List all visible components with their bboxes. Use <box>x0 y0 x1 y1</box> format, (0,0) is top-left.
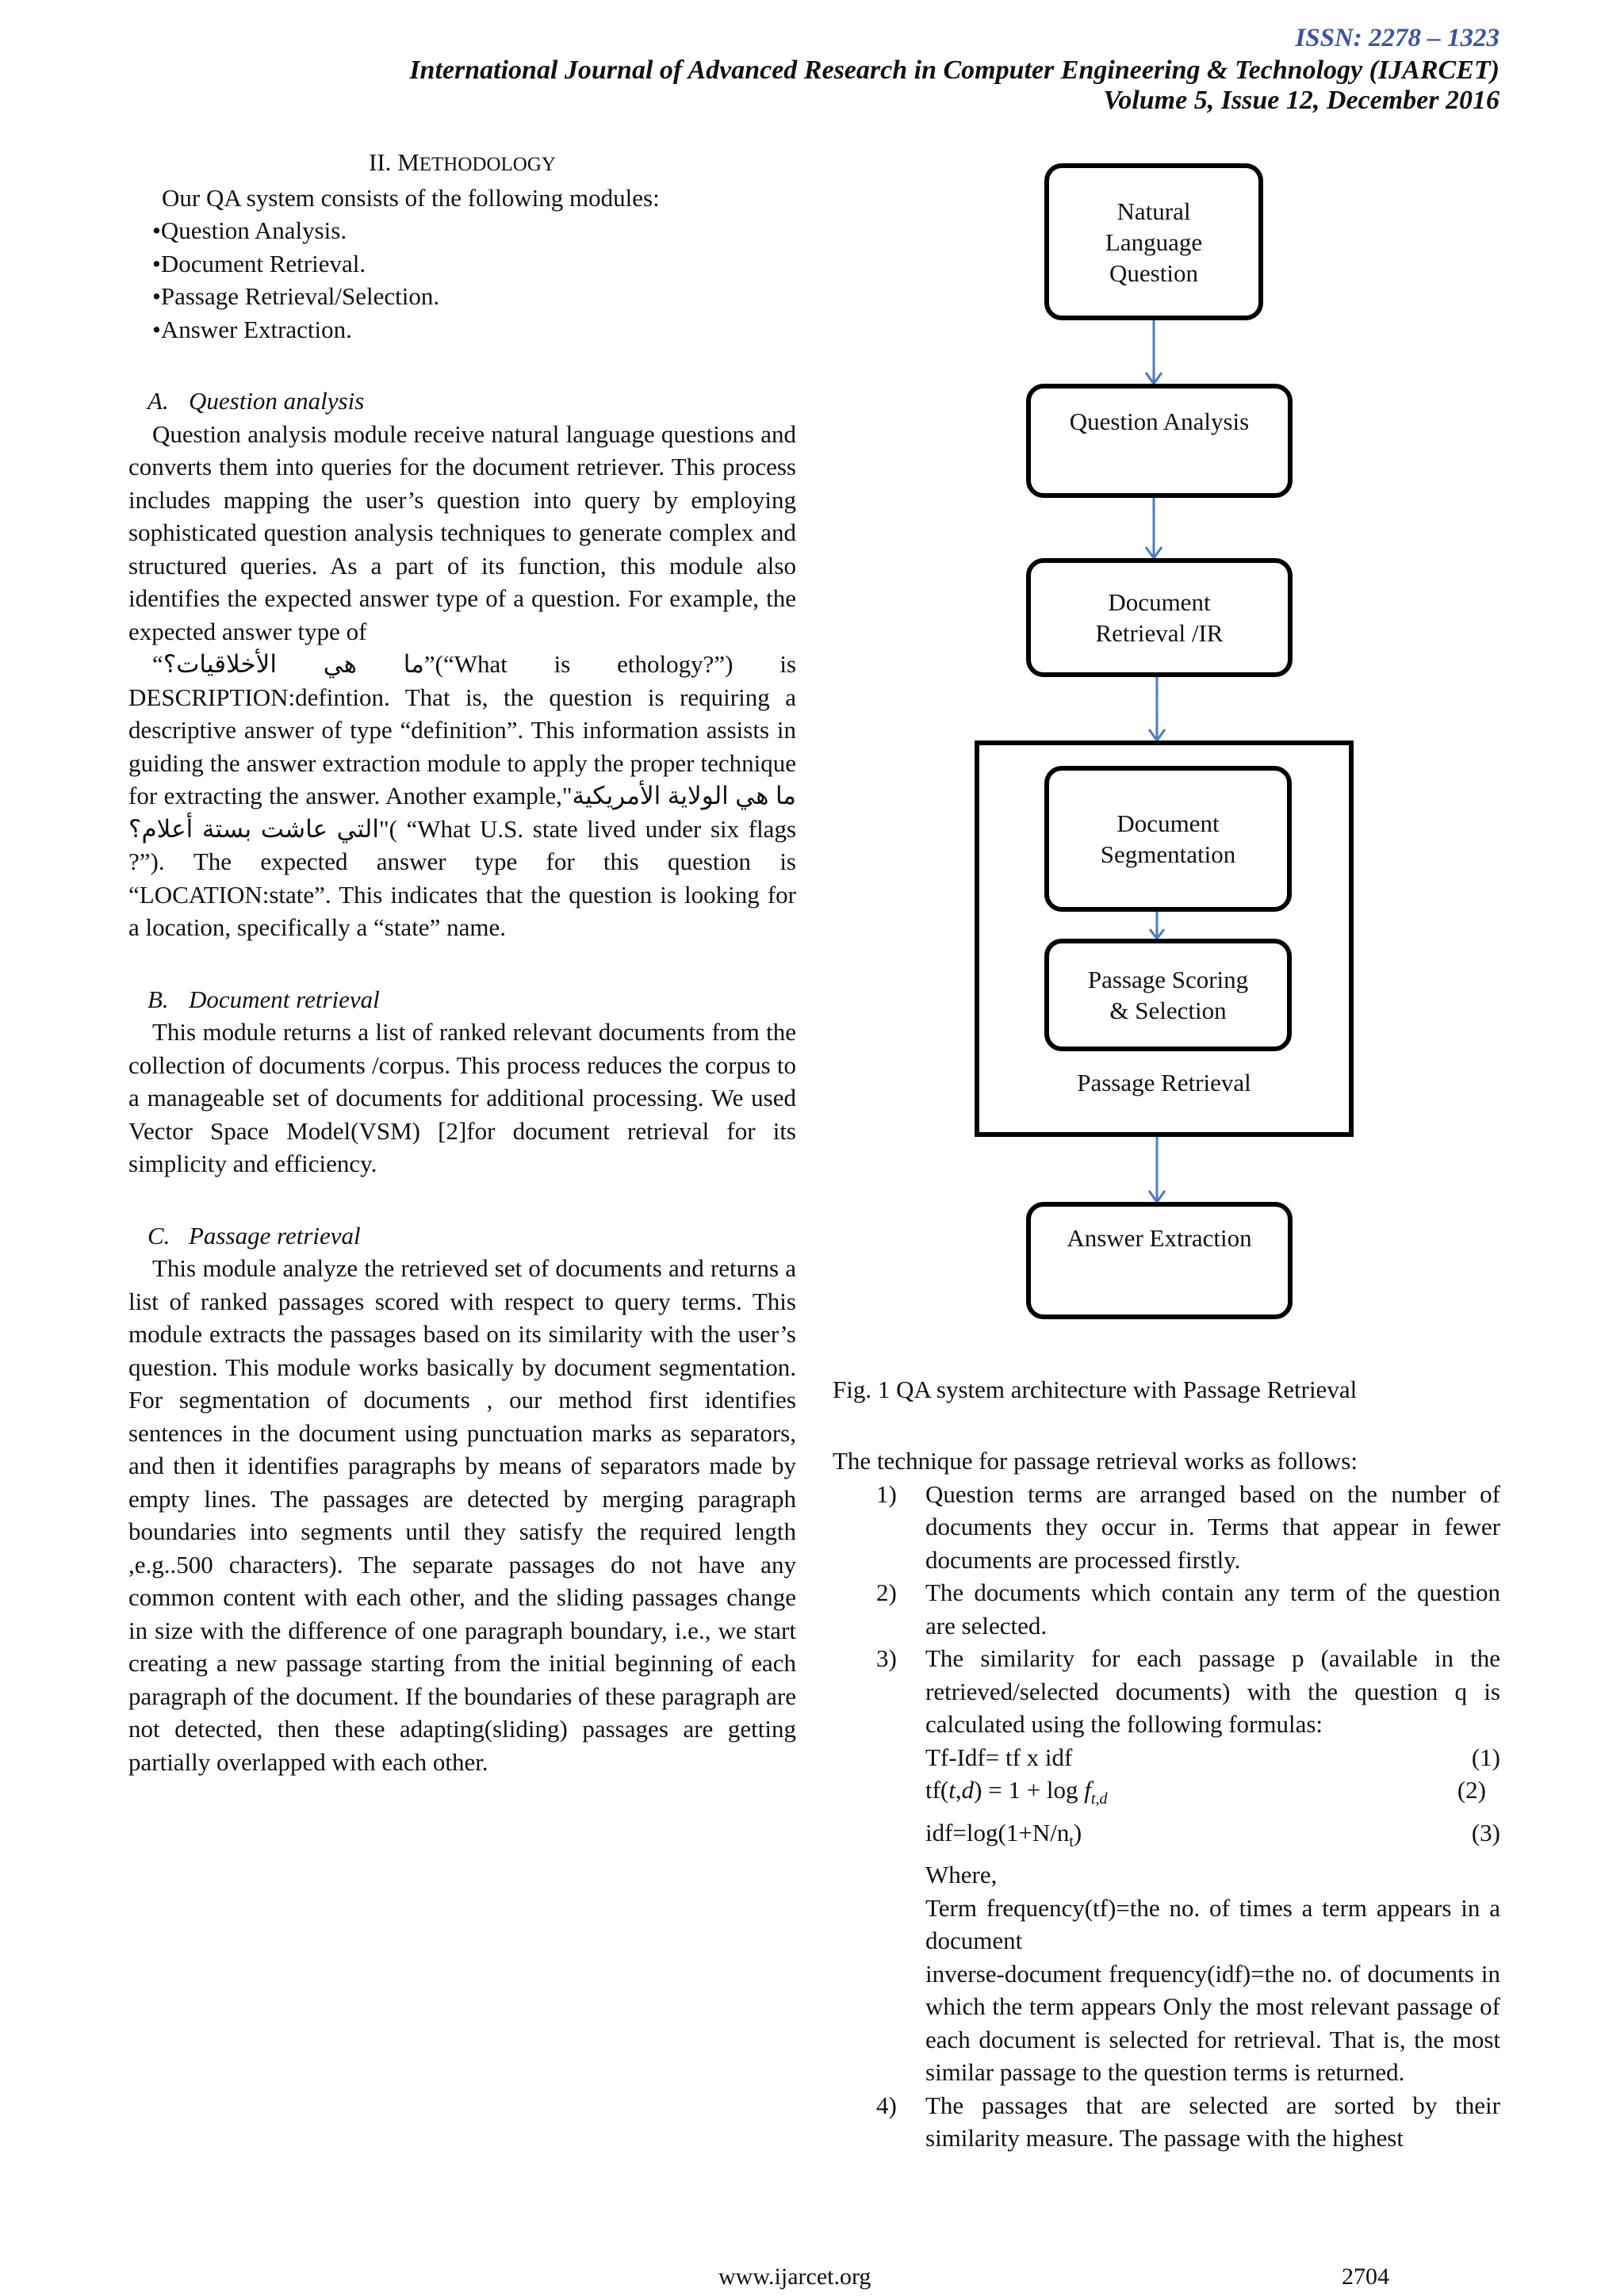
box-label: Answer Extraction <box>1067 1224 1252 1252</box>
subsection-title: Question analysis <box>189 387 365 415</box>
equation-text <box>925 1816 1082 1859</box>
equation-part: tf( <box>925 1776 949 1804</box>
step-text: The documents which contain any term of the question are selected. <box>925 1578 1500 1640</box>
technique-steps <box>833 1478 1500 1741</box>
equation-part: t <box>948 1776 956 1804</box>
page-number: 2704 <box>1342 2263 1389 2290</box>
module-list <box>128 214 796 346</box>
box-label: Question Analysis <box>1069 408 1250 435</box>
box-label: Natural <box>1116 197 1191 225</box>
box-label: & Selection <box>1109 997 1227 1024</box>
box-label: Document <box>1108 588 1211 616</box>
box-label: Retrieval /IR <box>1095 619 1224 647</box>
list-item <box>833 2089 1500 2155</box>
passage-retrieval-label: Passage Retrieval <box>1077 1069 1251 1096</box>
journal-volume: Volume 5, Issue 12, December 2016 <box>1103 86 1500 115</box>
passage-retrieval-paragraph: This module analyze the retrieved set of documents and returns a list of ranked passages scored with respect to query terms. This module extracts the passages based on its similarity with the user’s question. This module works basically by document segmentation. For segmentation of documents , our method first identifies sentences in the document using punctuation marks as separators, and then it identifies paragraphs by means of separators made by empty lines. The passages are detected by merging paragraph boundaries into segments until they satisfy the required length ,e.g..500 characters). The separate passages do not have any common content with each other, and the sliding passages change in size with the difference of one paragraph boundary, i.e., we start creating a new passage starting from the initial beginning of each paragraph of the document. If the boundaries of these paragraph are not detected, then these adapting(sliding) passages are getting partially overlapped with each other. <box>128 1254 796 1776</box>
document-retrieval-box <box>1026 558 1293 677</box>
equation-number: (2) <box>1457 1776 1486 1804</box>
subsection-heading-b <box>128 983 796 1016</box>
section-title-first: M <box>397 148 419 176</box>
idf-definition: inverse-document frequency(idf)=the no. of documents in which the term appears Only the most relevant passage of each document is selected for retrieval. That is, the most similar passage to the question terms is returned. <box>925 1959 1500 2087</box>
flow-arrow-icon <box>1145 912 1169 942</box>
equation-part: f <box>1084 1776 1091 1804</box>
subsection-label: C. <box>147 1221 170 1249</box>
list-item: • Document Retrieval. <box>152 247 796 281</box>
list-item: • Answer Extraction. <box>152 313 796 346</box>
equation-part: , <box>955 1776 962 1804</box>
flow-arrow-icon <box>1145 677 1169 744</box>
technique-steps-continued <box>833 2089 1500 2155</box>
box-label: Document <box>1116 809 1220 837</box>
subsection-label: A. <box>147 387 169 415</box>
section-title-rest: ETHODOLOGY <box>419 154 556 175</box>
box-label: Segmentation <box>1100 840 1236 868</box>
section-number: II. <box>369 148 392 176</box>
document-segmentation-box <box>1044 766 1292 912</box>
step-text: The passages that are selected are sorted by their similarity measure. The passage with the highest <box>925 2091 1500 2152</box>
box-label: Language <box>1105 228 1203 256</box>
equation-1 <box>925 1741 1500 1774</box>
equation-2 <box>925 1774 1500 1816</box>
subsection-title: Document retrieval <box>189 985 380 1013</box>
equation-part: idf=log(1+N/n <box>925 1818 1070 1846</box>
flow-arrow-icon <box>1145 1137 1169 1205</box>
left-column <box>128 146 796 1778</box>
equation-part: ) <box>1073 1818 1082 1846</box>
step-text: Question terms are arranged based on the number of documents they occur in. Terms that appear in fewer documents are processed firstly. <box>925 1479 1500 1574</box>
subsection-title: Passage retrieval <box>189 1221 361 1249</box>
section-heading <box>128 146 796 182</box>
right-column <box>833 1445 1500 2155</box>
equation-part: t <box>1069 1832 1074 1850</box>
natural-language-question-box <box>1044 163 1263 320</box>
question-analysis-paragraph-2: “ما هي الأخلاقيات؟”(“What is ethology?”) is DESCRIPTION:defintion. That is, the question is requiring a descriptive answer of type “definition”. This information assists in guiding the answer extraction module to apply the proper technique for extracting the answer. Another example,"ما هي الولاية الأمريكية التي عاشت بستة أعلام؟"( “What U.S. state lived under six flags ?”). The expected answer type for this question is “LOCATION:state”. This indicates that the question is looking for a location, specifically a “state” name. <box>128 650 797 941</box>
equation-part: d <box>961 1776 975 1804</box>
equation-number: (1) <box>1471 1743 1500 1771</box>
box-label: Passage Scoring <box>1087 966 1249 993</box>
box-label: Question <box>1109 258 1198 287</box>
equation-text: Tf-Idf= tf x idf <box>925 1743 1073 1771</box>
list-item <box>833 1478 1500 1577</box>
list-item <box>833 1576 1500 1642</box>
footer-url: www.ijarcet.org <box>718 2263 871 2290</box>
equation-part: ) = 1 + log <box>974 1776 1085 1804</box>
subsection-label: B. <box>147 985 169 1013</box>
equation-part: t,d <box>1090 1790 1108 1808</box>
tf-definition: Term frequency(tf)=the no. of times a term appears in a document <box>925 1893 1500 1955</box>
question-analysis-paragraph-1: Question analysis module receive natural language questions and converts them into queries for the document retriever. This process includes mapping the user’s question into query by employing sophisticated question analysis techniques to generate complex and structured queries. As a part of its function, this module also identifies the expected answer type of a question. For example, the expected answer type of <box>128 419 796 645</box>
issn-number: ISSN: 2278 – 1323 <box>1295 24 1500 52</box>
equation-3 <box>925 1816 1500 1859</box>
answer-extraction-box <box>1026 1202 1293 1319</box>
question-analysis-box <box>1026 384 1293 498</box>
step-number: 1) <box>876 1479 897 1508</box>
subsection-heading-a <box>128 385 796 418</box>
subsection-heading-c <box>128 1219 796 1253</box>
list-item <box>833 1642 1500 1741</box>
step-number: 3) <box>876 1644 897 1672</box>
journal-name: International Journal of Advanced Research in Computer Engineering & Technology (IJARCET) <box>409 55 1500 85</box>
section-intro: Our QA system consists of the following modules: <box>162 183 660 212</box>
step-number: 4) <box>876 2091 897 2119</box>
flow-arrow-icon <box>1142 320 1166 387</box>
passage-scoring-box <box>1044 939 1292 1051</box>
list-item: • Question Analysis. <box>152 214 796 247</box>
step-text: The similarity for each passage p (available in the retrieved/selected documents) with the question q is calculated using the following formulas: <box>925 1644 1500 1738</box>
flow-arrow-icon <box>1142 498 1166 561</box>
equation-text <box>925 1774 1107 1816</box>
figure-caption: Fig. 1 QA system architecture with Passage Retrieval <box>833 1376 1358 1403</box>
where-label: Where, <box>925 1861 998 1889</box>
equation-number: (3) <box>1471 1818 1500 1846</box>
step-number: 2) <box>876 1578 897 1606</box>
list-item: • Passage Retrieval/Selection. <box>152 280 796 313</box>
document-retrieval-paragraph: This module returns a list of ranked relevant documents from the collection of documents /corpus. This process reduces the corpus to a manageable set of documents for additional processing. We used Vector Space Model(VSM) [2]for document retrieval for its simplicity and efficiency. <box>128 1018 796 1177</box>
technique-intro: The technique for passage retrieval works as follows: <box>833 1447 1358 1475</box>
